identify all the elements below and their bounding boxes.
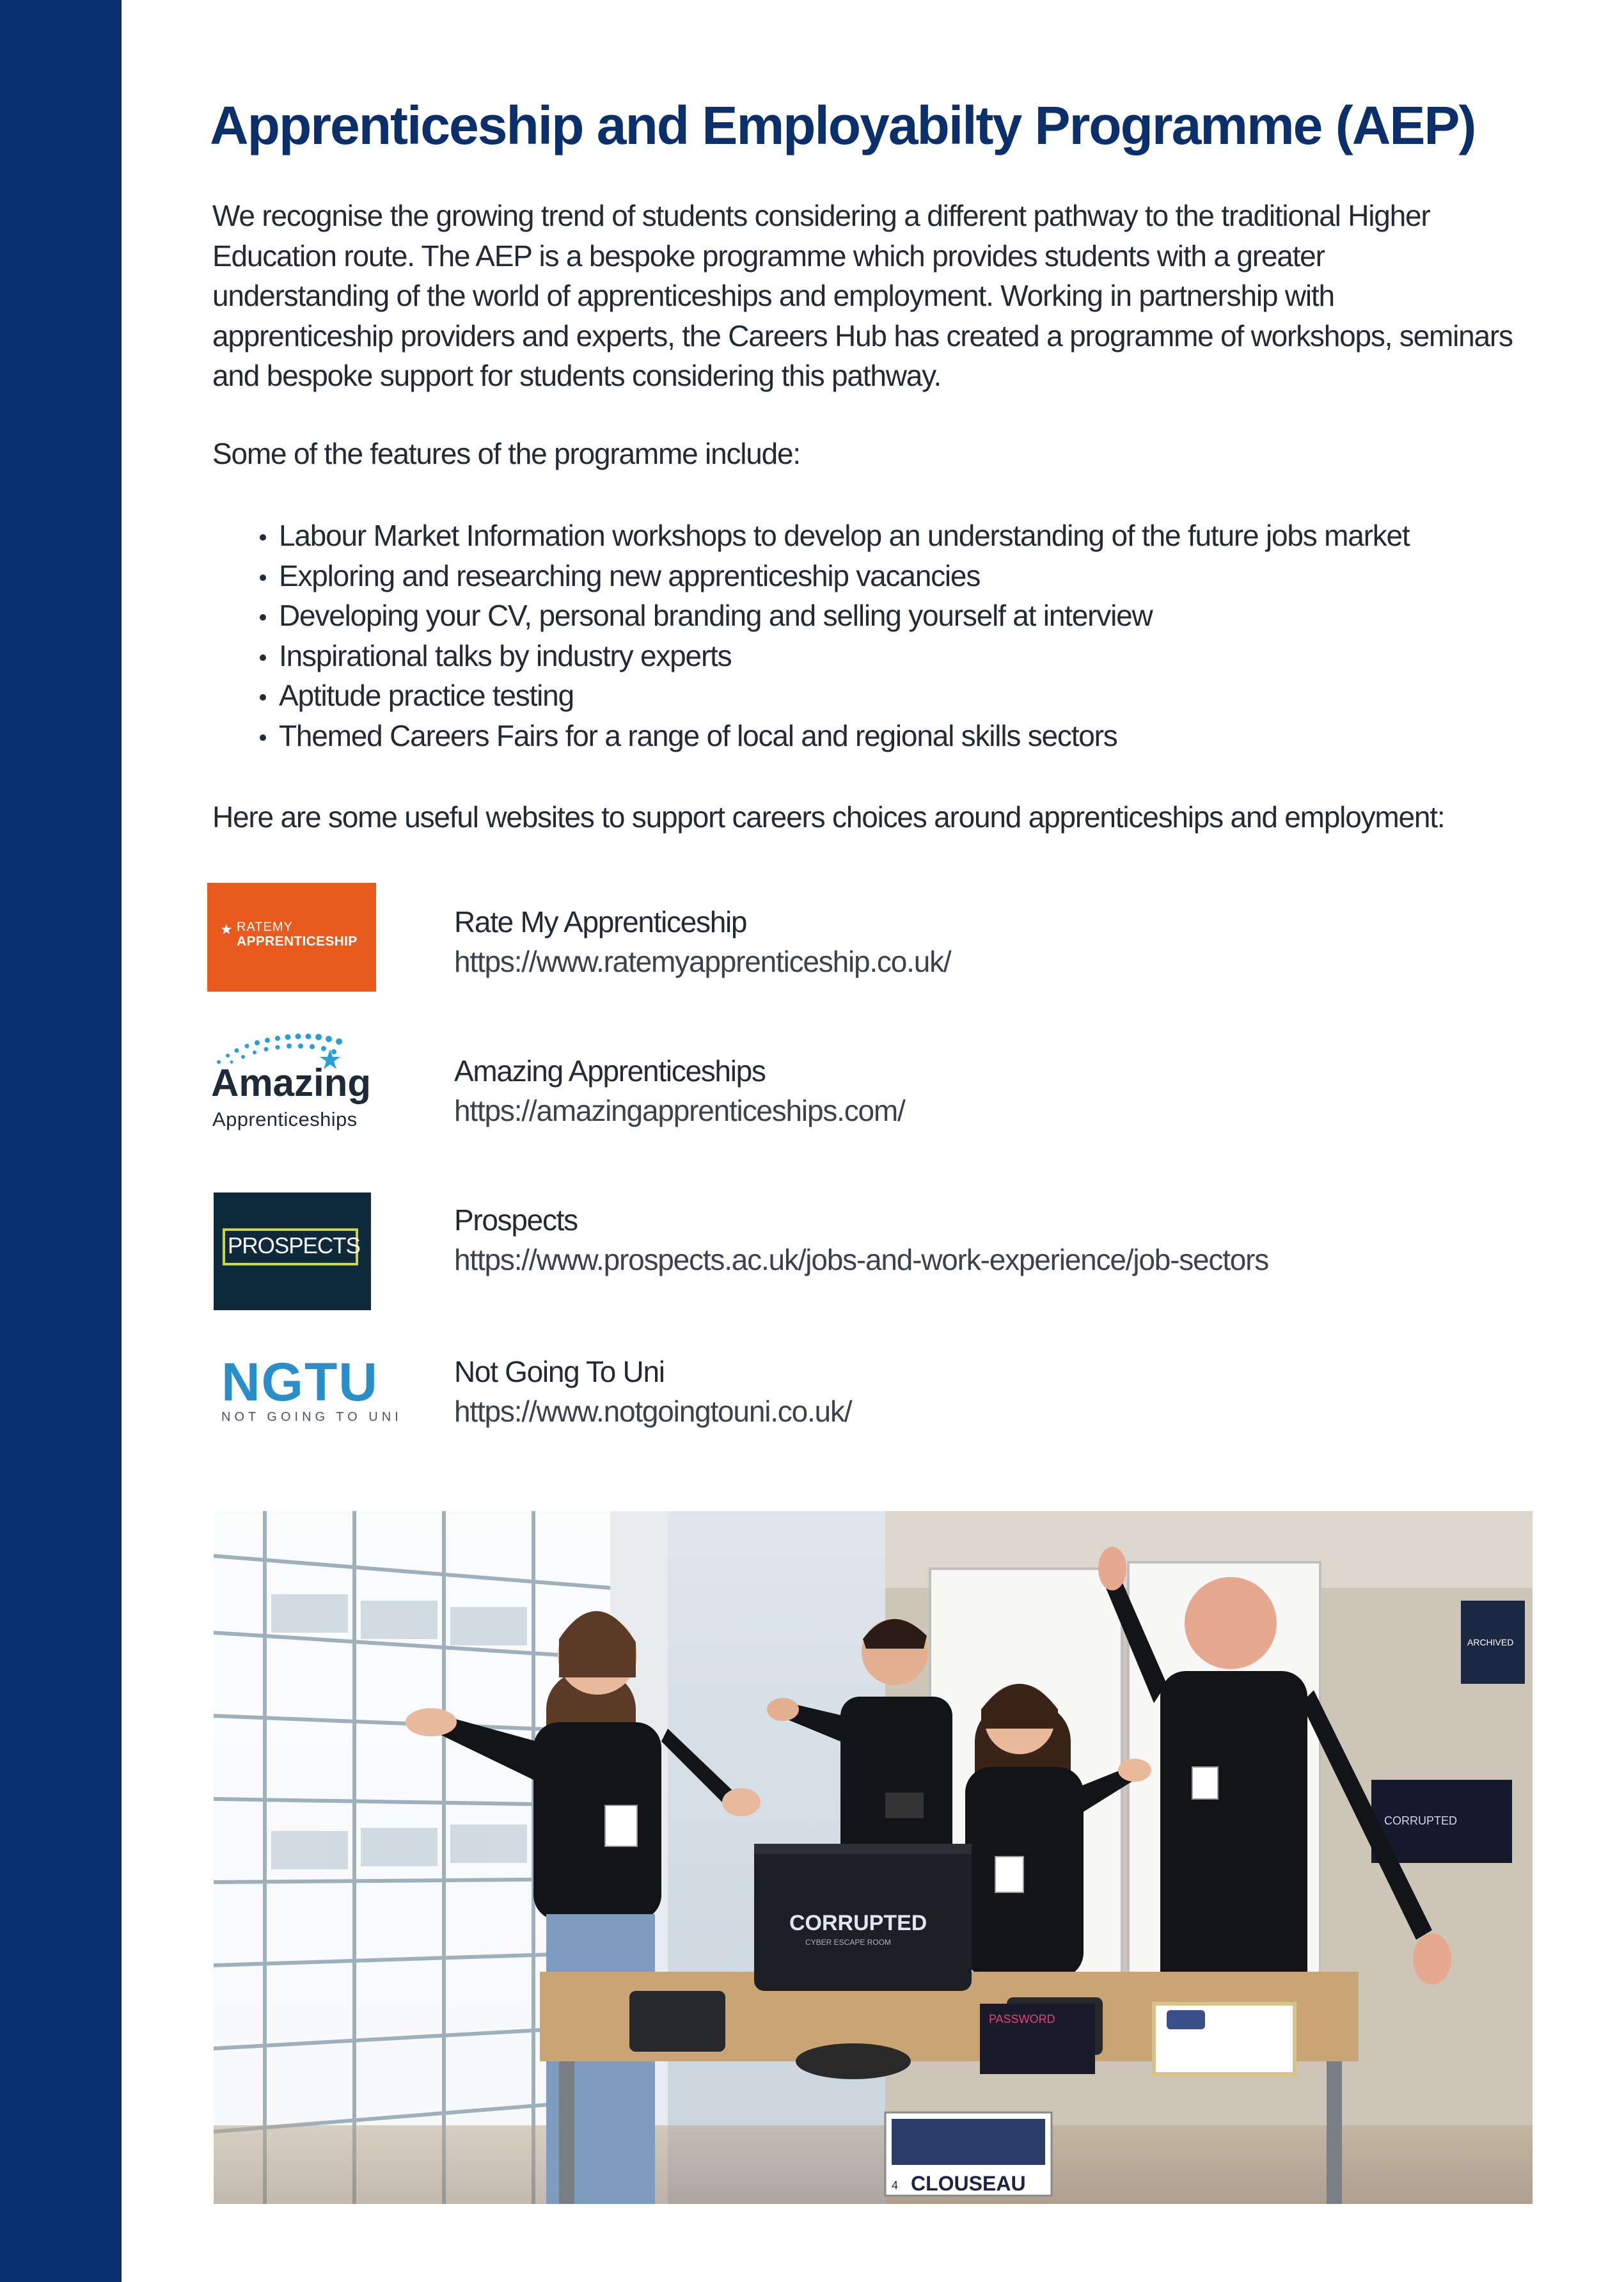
- prospects-logo[interactable]: [214, 1193, 371, 1310]
- features-intro: Some of the features of the programme include:: [212, 437, 800, 470]
- resource-link[interactable]: https://www.notgoingtouni.co.uk/: [454, 1395, 852, 1428]
- case-label: CORRUPTED: [789, 1911, 927, 1935]
- resource-prospects: [454, 1200, 1268, 1280]
- side-accent-bar: [0, 0, 122, 2282]
- intro-line: apprenticeship providers and experts, the Careers Hub has created a programme of workshops, seminars: [212, 319, 1513, 353]
- intro-line: Education route. The AEP is a bespoke programme which provides students with a greater: [212, 239, 1325, 273]
- intro-line: understanding of the world of apprenticeships and employment. Working in partnership with: [212, 279, 1334, 312]
- logo-text-top: RATEMY: [237, 920, 293, 934]
- logo-subtext: Apprenticeships: [212, 1108, 358, 1130]
- resource-name: Prospects: [454, 1203, 578, 1237]
- logo-text: Amazing: [211, 1061, 372, 1104]
- resource-link[interactable]: https://amazingapprenticeships.com/: [454, 1094, 905, 1127]
- logo-text: NGTU: [221, 1352, 379, 1412]
- resource-not-going-to-uni: [454, 1352, 851, 1431]
- resource-name: Amazing Apprenticeships: [454, 1054, 766, 1088]
- screen-label: ARCHIVED: [1467, 1637, 1514, 1647]
- intro-line: and bespoke support for students considering this pathway.: [212, 359, 942, 392]
- feature-item: Labour Market Information workshops to develop an understanding of the future jobs market: [256, 516, 1410, 556]
- feature-item: Exploring and researching new apprenticeship vacancies: [256, 556, 1410, 596]
- page-title: Apprenticeship and Employabilty Programme (AEP): [210, 95, 1476, 155]
- resource-link[interactable]: https://www.ratemyapprenticeship.co.uk/: [454, 945, 951, 978]
- not-going-to-uni-logo[interactable]: [214, 1350, 402, 1427]
- feature-item: Developing your CV, personal branding and selling yourself at interview: [256, 596, 1410, 636]
- logo-text-bottom: APPRENTICESHIP: [237, 934, 358, 949]
- resource-rate-my-apprenticeship: [454, 902, 950, 981]
- svg-text:4: 4: [892, 2179, 899, 2192]
- feature-item: Themed Careers Fairs for a range of local and regional skills sectors: [256, 716, 1410, 756]
- feature-item: Aptitude practice testing: [256, 676, 1410, 716]
- svg-text:CORRUPTED: CORRUPTED: [1384, 1814, 1458, 1827]
- table-sign-text: CLOUSEAU: [911, 2172, 1026, 2195]
- star-icon: ★: [220, 921, 233, 937]
- logo-text: PROSPECTS: [228, 1233, 360, 1258]
- websites-intro: Here are some useful websites to support careers choices around apprenticeships and employment:: [212, 800, 1445, 834]
- features-list: [256, 516, 1410, 756]
- resource-name: Not Going To Uni: [454, 1355, 665, 1388]
- svg-text:CYBER ESCAPE ROOM: CYBER ESCAPE ROOM: [805, 1938, 892, 1947]
- intro-line: We recognise the growing trend of students considering a different pathway to the traditional Higher: [212, 199, 1430, 232]
- resource-amazing-apprenticeships: [454, 1051, 905, 1130]
- team-photo: [214, 1511, 1533, 2204]
- resource-link[interactable]: https://www.prospects.ac.uk/jobs-and-work-experience/job-sectors: [454, 1243, 1269, 1276]
- resource-name: Rate My Apprenticeship: [454, 905, 747, 939]
- feature-item: Inspirational talks by industry experts: [256, 636, 1410, 676]
- rate-my-apprenticeship-logo[interactable]: [207, 883, 376, 992]
- amazing-apprenticeships-logo[interactable]: [209, 1029, 381, 1137]
- intro-paragraph: [212, 196, 1517, 396]
- logo-subtext: NOT GOING TO UNI: [221, 1410, 402, 1424]
- svg-text:PASSWORD: PASSWORD: [989, 2013, 1055, 2025]
